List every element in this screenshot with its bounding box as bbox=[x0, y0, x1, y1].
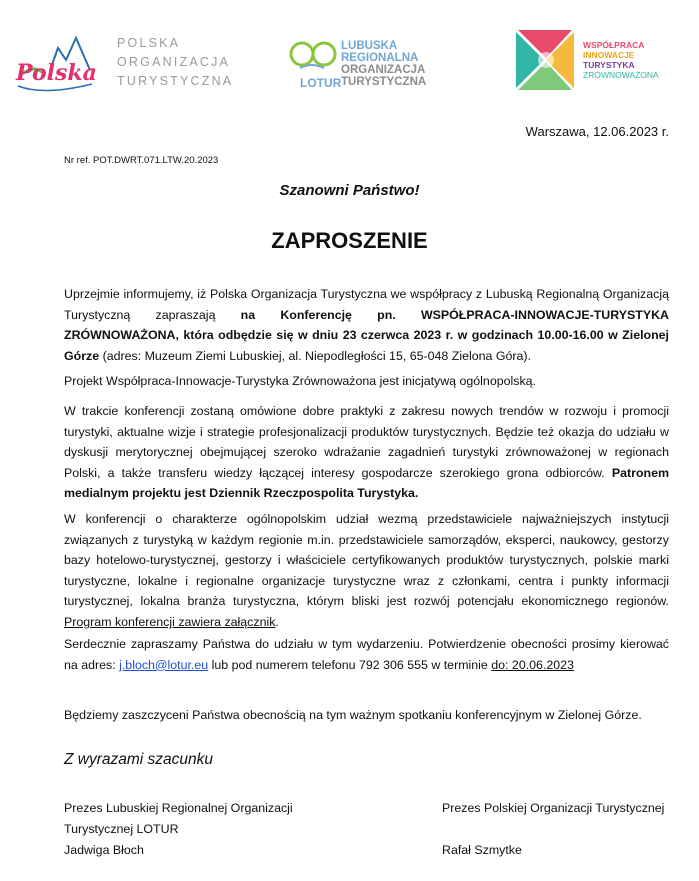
paragraph-invitation: Uprzejmie informujemy, iż Polska Organizacja Turystyczna we współpracy z Lubuską Regionalną Organizacją Turystyczną zapraszają na Konferencję pn. WSPÓŁPRACA-INNOWACJE-TURYSTYKA ZRÓWNOWAŻONA, która odbędzie się w dniu 23 czerwca 2023 r. w godzinach 10.00-16.00 w Zielonej Górze (adres: Muzeum Ziemi Lubuskiej, al. Niepodległości 15, 65-048 Zielona Góra). bbox=[64, 287, 669, 363]
email-link[interactable]: j.bloch@lotur.eu bbox=[119, 657, 209, 672]
paragraph-participants: W konferencji o charakterze ogólnopolskim udział wezmą przedstawiciele najważniejszych instytucji związanych z turystyką w każdym regionie m.in. przedstawiciele samorządów, eksperci, naukowcy, gestorzy bazy hotelowo-turystycznej, gestorzy i właściciele certyfikowanych produktów turystycznych, polskie marki turystyczne, lokalne i regionalne organizacje turystyczne wraz z członkami, centra i punkty informacji turystycznej, lokalna branża turystyczna, którym bliski jest rozwój potencjału ekonomicznego regionów. Program konferencji zawiera załącznik. bbox=[64, 512, 669, 629]
paragraph-initiative: Projekt Współpraca-Innowacje-Turystyka Zrównoważona jest inicjatywą ogólnopolską. bbox=[64, 374, 536, 388]
paragraph-honored: Będziemy zaszczyceni Państwa obecnością na tym ważnym spotkaniu konferencyjnym w Zielonej Górze. bbox=[64, 708, 642, 722]
pot-logo-text: POLSKA ORGANIZACJA TURYSTYCZNA bbox=[117, 36, 234, 88]
letter-date: Warszawa, 12.06.2023 r. bbox=[525, 124, 669, 139]
polska-logo-script: Polska bbox=[16, 60, 97, 86]
signatory-name: Rafał Szmytke bbox=[442, 843, 522, 857]
signature-lotur: Prezes Lubuskiej Regionalnej Organizacji Turystycznej LOTUR Jadwiga Błoch bbox=[64, 798, 364, 861]
salutation: Szanowni Państwo! bbox=[279, 182, 420, 199]
wit-logo-text: WSPÓŁPRACA INNOWACJE TURYSTYKA ZRÓWNOWAŻONA bbox=[583, 40, 659, 80]
closing-phrase: Z wyrazami szacunku bbox=[64, 751, 214, 768]
signatory-name: Jadwiga Błoch bbox=[64, 843, 144, 857]
program-attachment-link[interactable]: Program konferencji zawiera załącznik bbox=[64, 614, 276, 629]
signature-pot: Prezes Polskiej Organizacji Turystycznej Rafał Szmytke bbox=[442, 798, 682, 861]
paragraph-topics: W trakcie konferencji zostaną omówione dobre praktyki z zakresu nowych trendów w rozwoju i promocji turystyki, aktualne wizje i strategie profesjonalizacji produktów turystycznych. Będzie też okazja do udziału w dyskusji merytorycznej obejmującej szeroko wdrażanie zagadnień turystyki zrównoważonej w regionach Polski, a także transferu wiedzy łączącej interesy gospodarcze szerokiego grona odbiorców. Patronem medialnym projektu jest Dziennik Rzeczpospolita Turystyka. bbox=[64, 404, 669, 501]
reference-number: Nr ref. POT.DWRT.071.LTW.20.2023 bbox=[64, 155, 219, 166]
letter-title: ZAPROSZENIE bbox=[271, 228, 428, 253]
lotur-logo-text: LUBUSKA REGIONALNA ORGANIZACJA TURYSTYCZNA bbox=[341, 40, 427, 88]
lotur-logo-word: LOTUR bbox=[300, 76, 342, 90]
paragraph-rsvp: Serdecznie zapraszamy Państwa do udziału w tym wydarzeniu. Potwierdzenie obecności prosimy kierować na adres: j.bloch@lotur.eu lub pod numerem telefonu 792 306 555 w terminie do: 20.06.2023 bbox=[64, 637, 669, 672]
rsvp-deadline: do: 20.06.2023 bbox=[491, 657, 574, 672]
